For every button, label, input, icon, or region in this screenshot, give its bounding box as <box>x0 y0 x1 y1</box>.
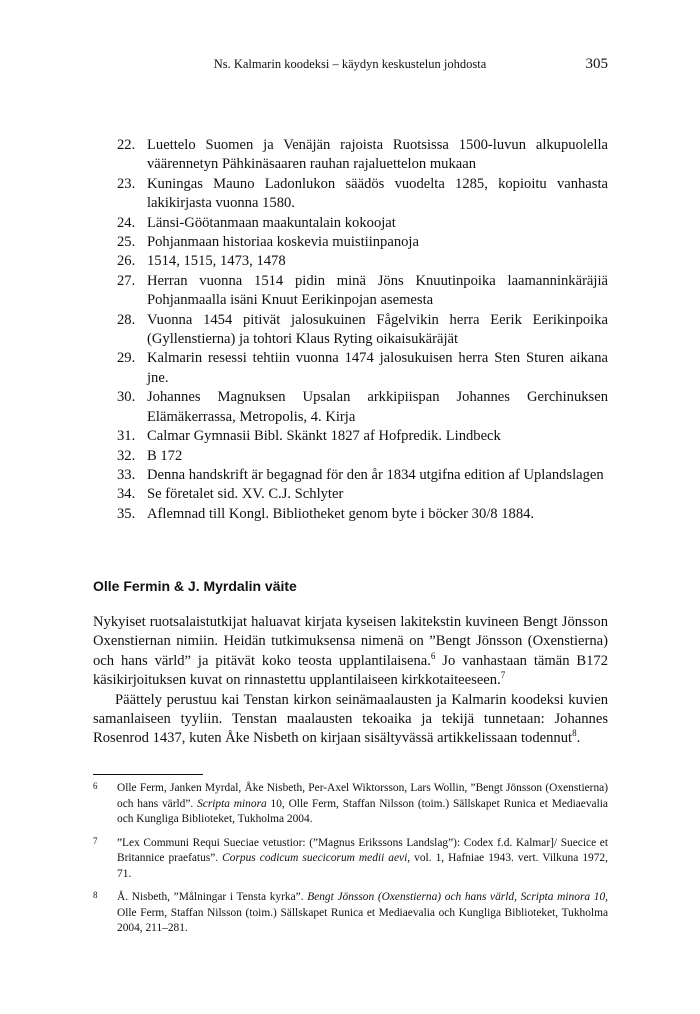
paragraph-2-text-a: Päättely perustuu kai Tenstan kirkon seinämaalausten ja Kalmarin koodeksi kuvien samanlaiseen tyyliin. Tenstan maalausten tekoaika ja tekijä tunnetaan: Johannes Rosenrod 1437, kuten Åke Nisbeth on kirjaan sisältyvässä artikkelissaan todennut <box>93 691 608 747</box>
list-item-text: Denna handskrift är begagnad för den år 1834 utgifna edition af Uplandslagen <box>147 466 604 483</box>
list-item <box>93 447 608 466</box>
list-item <box>93 427 608 446</box>
list-item <box>93 505 608 524</box>
footnote-rule <box>93 774 203 775</box>
footnote <box>93 836 608 883</box>
list-item-text: Calmar Gymnasii Bibl. Skänkt 1827 af Hofpredik. Lindbeck <box>147 428 501 445</box>
section-heading: Olle Fermin & J. Myrdalin väite <box>93 578 297 594</box>
list-item <box>93 349 608 388</box>
list-item-number: 28. <box>117 311 136 328</box>
footnotes <box>93 781 608 945</box>
list-item <box>93 272 608 311</box>
list-item-number: 23. <box>117 175 136 192</box>
running-title: Ns. Kalmarin koodeksi – käydyn keskustelun johdosta <box>213 57 487 71</box>
list-item <box>93 485 608 504</box>
manuscript-notes-list <box>93 136 608 524</box>
list-item-text: Kalmarin resessi tehtiin vuonna 1474 jalosukuisen herra Sten Sturen aikana jne. <box>147 350 608 386</box>
footnote-text: , Olle Ferm, Staffan Nilsson (toim.) Sällskapet Runica et Mediaevalia och Kungliga Biblioteket, Tukholma 2004, 211–281. <box>117 891 608 934</box>
list-item <box>93 233 608 252</box>
footnote <box>93 781 608 828</box>
page-number: 305 <box>585 56 608 72</box>
footnote-text: ”Lex Communi Requi Sueciae vetustior: (”Magnus Erikssons Landslag”): Codex f.d. Kalmar]/ Suecice et Britannice praefatus”. <box>117 836 608 864</box>
list-item-number: 29. <box>117 350 136 367</box>
footnote-text: 10, Olle Ferm, Staffan Nilsson (toim.) Sällskapet Runica et Mediaevalia och Kungliga Biblioteket, Tukholma 2004. <box>117 797 608 825</box>
paragraph-1-text-a: Nykyiset ruotsalaistutkijat haluavat kirjata kyseisen lakitekstin kuvineen Bengt Jönsson Oxenstiernan nimiin. Heidän tutkimuksensa nimenä on ”Bengt Jönsson (Oxenstierna) och hans värld” ja pitävät koko teosta upplantilaisena. <box>93 614 608 669</box>
paragraph-2 <box>93 691 608 749</box>
footnote-text: Å. Nisbeth, ”Målningar i Tensta kyrka”. <box>117 891 308 903</box>
list-item-number: 22. <box>117 137 136 153</box>
paragraph-2-text-b: . <box>576 730 581 747</box>
list-item <box>93 214 608 233</box>
list-item-text: Länsi-Göötanmaan maakuntalain kokoojat <box>147 214 396 231</box>
list-item <box>93 175 608 214</box>
list-item-number: 30. <box>117 389 136 406</box>
list-item-number: 25. <box>117 234 136 251</box>
list-item <box>93 311 608 350</box>
list-item-text: Aflemnad till Kongl. Bibliotheket genom byte i böcker 30/8 1884. <box>147 505 535 522</box>
list-item-number: 35. <box>117 505 136 522</box>
footnote-italic-title: Corpus codicum suecicorum medii aevi <box>222 852 408 864</box>
list-item-text: Herran vuonna 1514 pidin minä Jöns Knuutinpoika laamanninkäräjiä Pohjanmaalla isäni Knuut Eerikinpojan asemesta <box>147 272 608 309</box>
list-item-text: Kuningas Mauno Ladonlukon säädös vuodelta 1285, kopioitu vanhasta lakikirjasta vuonna 1580. <box>147 175 608 212</box>
list-item-text: 1514, 1515, 1473, 1478 <box>147 253 286 270</box>
footnote-ref-7[interactable]: 7 <box>500 670 506 681</box>
body-text <box>93 613 608 749</box>
paragraph-1 <box>93 613 608 691</box>
list-item-number: 32. <box>117 447 136 464</box>
footnote-text: Olle Ferm, Janken Myrdal, Åke Nisbeth, Per-Axel Wiktorsson, Lars Wollin, ”Bengt Jönsson (Oxenstierna) och hans värld”. <box>117 782 608 810</box>
footnote-ref-8[interactable]: 8 <box>572 728 577 739</box>
footnote-italic-title: Scripta minora <box>197 797 267 810</box>
list-item-number: 24. <box>117 214 136 231</box>
list-item-number: 34. <box>117 486 136 503</box>
footnote-ref-6[interactable]: 6 <box>430 650 436 661</box>
paragraph-1-text-b: Jo vanhastaan tämän B172 käsikirjoituksen kuvat on rinnastettu upplantilaiseen kirkkotaiteeseen. <box>93 652 609 689</box>
list-item <box>93 252 608 271</box>
list-item-number: 26. <box>117 253 136 270</box>
list-item <box>93 136 608 175</box>
list-item <box>93 388 608 427</box>
footnote-number: 6 <box>93 781 98 791</box>
list-item-text: B 172 <box>147 447 183 464</box>
list-item-text: Pohjanmaan historiaa koskevia muistiinpanoja <box>147 234 419 251</box>
footnote-italic-title: Bengt Jönsson (Oxenstierna) och hans värld, Scripta minora 10 <box>307 891 606 903</box>
list-item-text: Johannes Magnuksen Upsalan arkkipiispan Johannes Gerchinuksen Elämäkerrassa, Metropolis, 4. Kirja <box>147 389 608 425</box>
list-item-text: Vuonna 1454 pitivät jalosukuinen Fågelvikin herra Eerik Eerikinpoika (Gyllenstierna) ja tohtori Klaus Ryting oikaisukäräjät <box>147 311 608 348</box>
list-item-number: 31. <box>117 428 136 445</box>
running-head <box>0 54 700 74</box>
list-item-number: 33. <box>117 466 136 483</box>
footnote-number: 8 <box>93 890 98 900</box>
list-item-text: Luettelo Suomen ja Venäjän rajoista Ruotsissa 1500-luvun alkupuolella väärennetyn Pähkinäsaaren rauhan rajaluettelon mukaan <box>147 137 608 173</box>
footnote <box>93 890 608 937</box>
list-item-number: 27. <box>117 272 136 289</box>
list-item <box>93 466 608 485</box>
footnote-number: 7 <box>93 835 98 846</box>
footnote-text: , vol. 1, Hafniae 1943. vert. Vilkuna 1972, 71. <box>117 852 608 880</box>
list-item-text: Se företalet sid. XV. C.J. Schlyter <box>147 486 344 503</box>
